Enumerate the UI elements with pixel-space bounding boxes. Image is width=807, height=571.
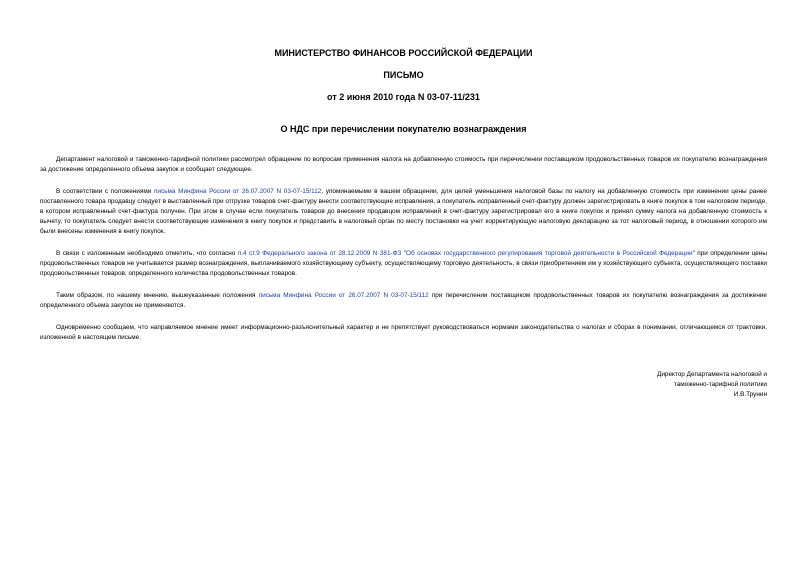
document-date-number: от 2 июня 2010 года N 03-07-11/231 xyxy=(327,92,480,102)
link-federal-law-title[interactable]: Об основах государственного регулирования торговой деятельности в Российской Федерации xyxy=(406,250,693,257)
signature-position-line-2: таможенно-тарифной политики xyxy=(673,381,767,388)
signature-name: И.В.Трунин xyxy=(733,391,767,398)
signature-position-line-1: Директор Департамента налоговой и xyxy=(657,371,767,378)
ministry-heading: МИНИСТЕРСТВО ФИНАНСОВ РОССИЙСКОЙ ФЕДЕРАЦИИ xyxy=(274,48,533,58)
paragraph-4 xyxy=(40,291,767,311)
letter-body xyxy=(40,155,767,343)
paragraph-3-quote-open: " xyxy=(401,250,407,257)
link-federal-law-article[interactable]: п.4 ст.9 Федерального закона от 28.12.2009 N 381-ФЗ xyxy=(237,250,402,257)
paragraph-4-text-end: при перечислении поставщиком продовольственных товаров их покупателю вознаграждения за достижение определенного объема закупок не применяются. xyxy=(40,292,767,309)
paragraph-2-text-start: В соответствии с положениями xyxy=(56,188,154,195)
link-minfin-letter[interactable]: письма Минфина России от 26.07.2007 N 03-07-15/112 xyxy=(153,188,322,195)
paragraph-5: Одновременно сообщаем, что направляемое мнение имеет информационно-разъяснительный характер и не препятствует руководствоваться нормами законодательства о налогах и сборах в понимании, отличающемся от трактовки, изложенной в настоящем письме. xyxy=(40,324,767,341)
paragraph-2-text-end: , упоминаемыми в вашем обращении, для целей уменьшения налоговой базы по налогу на добавленную стоимость при изменении цены ранее поставленного товара продавцу следует в выставленный при отгрузке товаров счет-фактуру внести соответствующие исправления, а покупатель исправленный счет-фактуру должен зарегистрировать в книге покупок в том налоговом периоде, в котором исправленный счет-фактура получен. При этом в случае если покупатель товаров до внесения продавцом исправлений в счет-фактуру зарегистрировал его в книге покупок и принял сумму налога на добавленную стоимость к вычету, то покупатель следует внести соответствующие изменения в книгу покупок и представить в налоговый орган по месту постановки на учет корректирующую налоговую декларацию за тот налоговый период, в отношении которого им были внесены изменения в книгу покупок. xyxy=(40,188,767,235)
document-type: ПИСЬМО xyxy=(383,70,424,80)
signature-block xyxy=(527,370,767,400)
paragraph-3 xyxy=(40,249,767,279)
document-subject: О НДС при перечислении покупателю вознаграждения xyxy=(280,124,527,134)
link-minfin-letter-2[interactable]: письма Минфина России от 26.07.2007 N 03-07-15/112 xyxy=(258,292,429,299)
paragraph-3-text-start: В связи с изложенным необходимо отметить, что согласно xyxy=(56,250,238,257)
paragraph-4-text-start: Таким образом, по нашему мнению, вышеуказанные положения xyxy=(56,292,259,299)
paragraph-1: Департамент налоговой и таможенно-тарифной политики рассмотрел обращение по вопросам применения налога на добавленную стоимость при перечислении поставщиком продовольственных товаров их покупателю вознаграждения за достижение определенного объема закупок и сообщает следующее. xyxy=(40,156,767,173)
paragraph-2 xyxy=(40,187,767,237)
paragraph-3-text-end: " при определении цены продовольственных товаров не учитывается размер вознаграждения, выплачиваемого хозяйствующему субъекту, осуществляющему торговую деятельность, в связи приобретением им у хозяйствующего субъекта, осуществляющего поставки продовольственных товаров, определенного количества продовольственных товаров. xyxy=(40,250,767,277)
